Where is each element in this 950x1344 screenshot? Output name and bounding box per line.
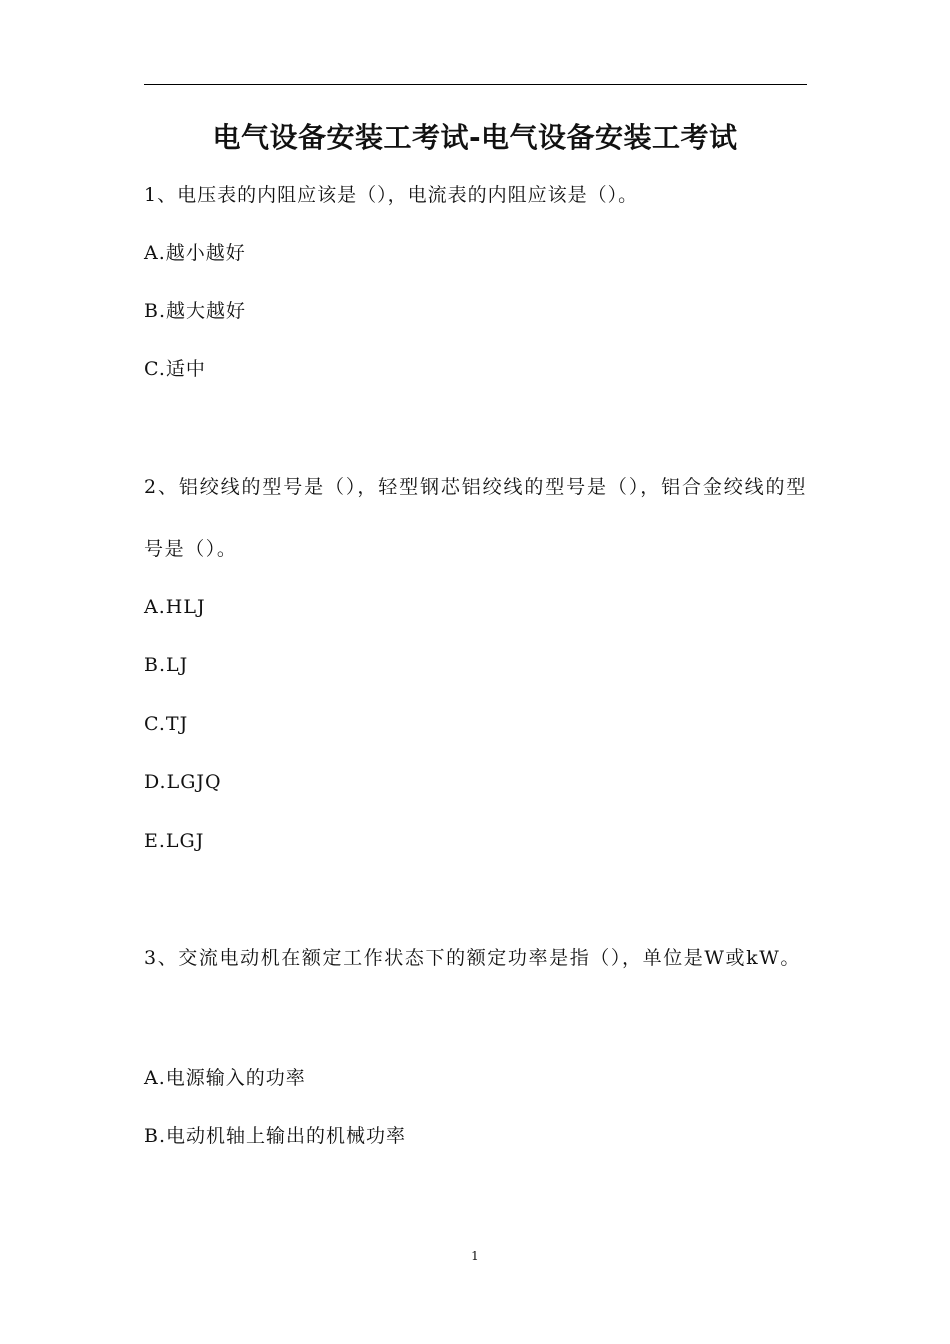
question-1-option-b: B.越大越好 (144, 300, 247, 322)
question-1-option-a: A.越小越好 (144, 242, 246, 264)
header-rule (144, 84, 807, 85)
page-number: 1 (471, 1249, 479, 1263)
question-2-option-a: A.HLJ (144, 596, 206, 618)
question-1-stem: 1、电压表的内阻应该是（），电流表的内阻应该是（）。 (144, 184, 639, 206)
question-3-option-a: A.电源输入的功率 (144, 1067, 306, 1089)
question-3-option-b: B.电动机轴上输出的机械功率 (144, 1125, 407, 1147)
document-title: 电气设备安装工考试-电气设备安装工考试 (212, 121, 738, 154)
question-2-option-d: D.LGJQ (144, 771, 222, 793)
question-2-option-e: E.LGJ (144, 830, 205, 852)
question-2-option-b: B.LJ (144, 654, 189, 676)
question-3-stem: 3、交流电动机在额定工作状态下的额定功率是指（），单位是W或kW。 (144, 947, 801, 969)
question-1-option-c: C.适中 (144, 358, 206, 380)
question-2-stem: 2、铝绞线的型号是（），轻型钢芯铝绞线的型号是（），铝合金绞线的型号是（）。 (144, 476, 807, 560)
question-2-option-c: C.TJ (144, 713, 189, 735)
